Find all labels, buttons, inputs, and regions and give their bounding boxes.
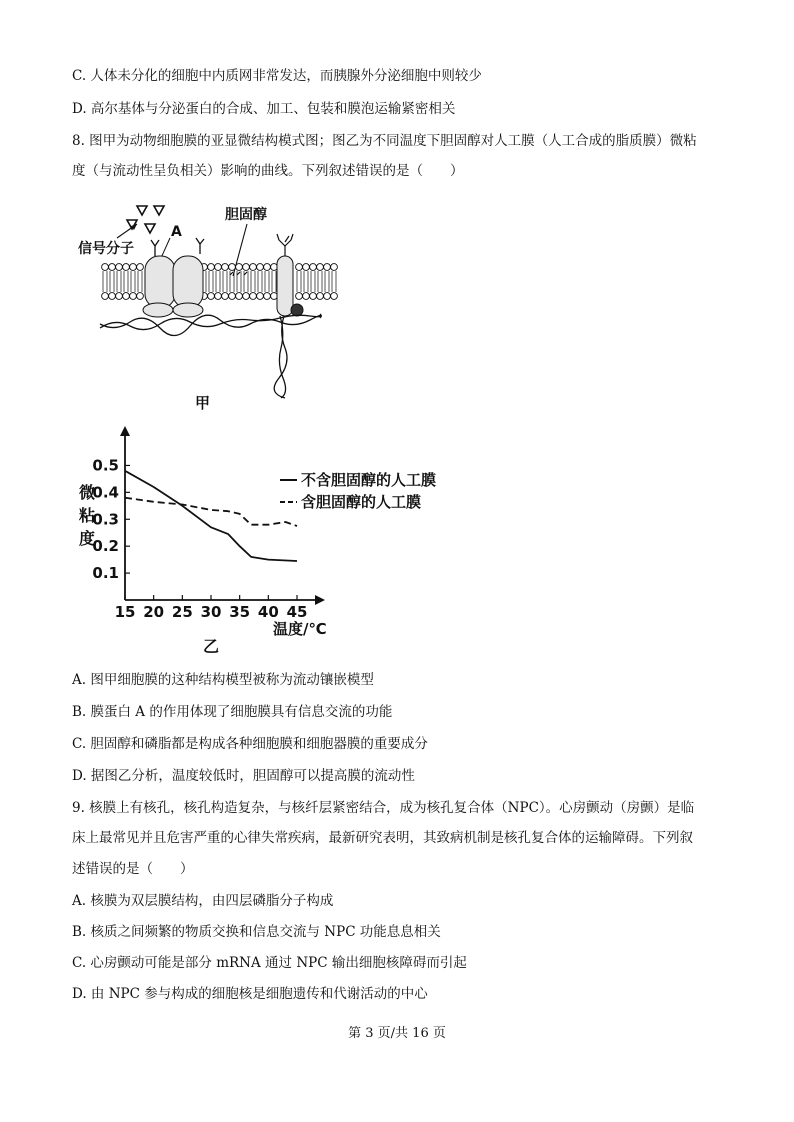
option-b-q9: B. 核质之间频繁的物质交换和信息交流与 NPC 功能息息相关 (72, 924, 441, 940)
option-c-q9: C. 心房颤动可能是部分 mRNA 通过 NPC 输出细胞核障碍而引起 (72, 955, 467, 971)
question-8-line-1: 8. 图甲为动物细胞膜的亚显微结构模式图；图乙为不同温度下胆固醇对人工膜（人工合成的脂质膜）微粘 (72, 133, 697, 149)
y-axis-label-1: 微 (79, 483, 96, 502)
membrane-protein-a (145, 256, 203, 308)
figure-a-caption: 甲 (195, 394, 211, 412)
option-a-q8: A. 图甲细胞膜的这种结构模型被称为流动镶嵌模型 (72, 672, 374, 688)
y-axis-arrow (120, 426, 130, 436)
question-9-line-2: 床上最常见并且危害严重的心律失常疾病，最新研究表明，其致病机制是核孔复合体的运输障碍。下列叙 (72, 830, 693, 846)
question-9-line-3: 述错误的是（ ） (72, 861, 194, 877)
glycoprotein (277, 234, 303, 316)
y-axis-label-2: 粘 (79, 506, 96, 525)
x-tick-label: 20 (143, 603, 165, 621)
membrane-diagram (75, 198, 365, 418)
y-axis-label-3: 度 (79, 529, 96, 548)
x-axis-label: 温度/℃ (273, 620, 327, 638)
signal-molecules (127, 206, 164, 233)
legend-series-2: 含胆固醇的人工膜 (301, 493, 422, 511)
legend (280, 471, 436, 511)
chart-series (125, 471, 297, 561)
x-tick-label: 40 (257, 603, 279, 621)
y-tick-label: 0.5 (92, 456, 119, 475)
chart-axes (120, 426, 325, 605)
option-a-q9: A. 核膜为双层膜结构，由四层磷脂分子构成 (72, 893, 334, 909)
y-tick-label: 0.3 (92, 510, 119, 529)
protein-a-label: A (171, 224, 182, 240)
cytoskeleton (100, 314, 321, 398)
series-line-2 (125, 498, 297, 526)
option-b-q8: B. 膜蛋白 A 的作用体现了细胞膜具有信息交流的功能 (72, 704, 393, 720)
option-d-q9: D. 由 NPC 参与构成的细胞核是细胞遗传和代谢活动的中心 (72, 986, 428, 1002)
x-tick-label: 45 (286, 603, 308, 621)
viscosity-chart (75, 420, 437, 660)
y-tick-label: 0.4 (92, 483, 119, 502)
cholesterol-label: 胆固醇 (225, 207, 267, 223)
x-tick-label: 25 (171, 603, 193, 621)
series-line-1 (125, 471, 297, 561)
option-d-q8: D. 据图乙分析，温度较低时，胆固醇可以提高膜的流动性 (72, 768, 415, 784)
chart-caption: 乙 (203, 637, 220, 656)
x-tick-label: 30 (200, 603, 222, 621)
y-tick-label: 0.2 (92, 537, 119, 556)
page-footer: 第 3 页/共 16 页 (348, 1026, 446, 1041)
phospholipid-bilayer (102, 264, 338, 300)
y-tick-label: 0.1 (92, 564, 119, 583)
x-tick-label: 35 (229, 603, 251, 621)
x-axis-arrow (315, 595, 325, 605)
option-c-q8: C. 胆固醇和磷脂都是构成各种细胞膜和细胞器膜的重要成分 (72, 736, 428, 752)
question-8-line-2: 度（与流动性呈负相关）影响的曲线。下列叙述错误的是（ ） (72, 163, 464, 179)
option-d-q7: D. 高尔基体与分泌蛋白的合成、加工、包装和膜泡运输紧密相关 (72, 101, 456, 117)
option-c-q7: C. 人体未分化的细胞中内质网非常发达，而胰腺外分泌细胞中则较少 (72, 68, 482, 84)
question-9-line-1: 9. 核膜上有核孔，核孔构造复杂，与核纤层紧密结合，成为核孔复合体（NPC）。心房颤动（房颤）是临 (72, 800, 695, 816)
legend-series-1: 不含胆固醇的人工膜 (301, 471, 437, 489)
signal-molecule-label: 信号分子 (78, 241, 134, 257)
x-tick-label: 15 (114, 603, 136, 621)
